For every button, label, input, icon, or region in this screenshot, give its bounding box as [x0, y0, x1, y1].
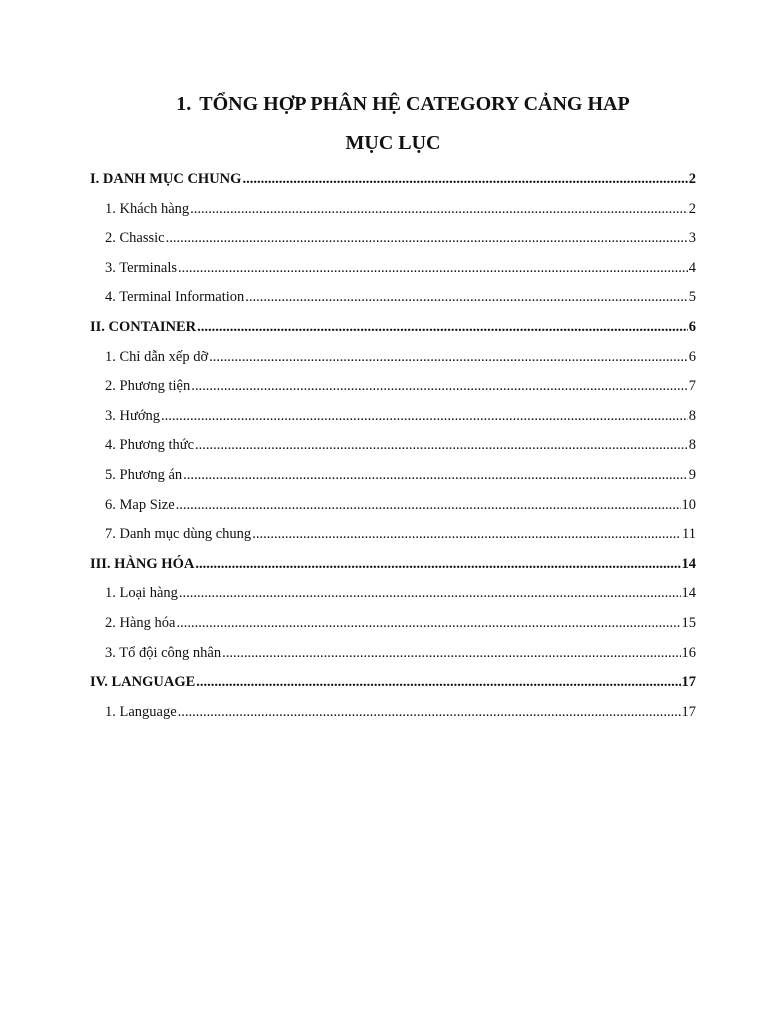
document-title — [0, 91, 768, 117]
toc-entry-label: 3. Hướng — [105, 407, 160, 424]
toc-page-number: 14 — [681, 585, 696, 602]
toc-page-number: 7 — [688, 378, 696, 395]
toc-sub-entry[interactable] — [90, 373, 696, 403]
toc-sub-entry[interactable] — [90, 610, 696, 640]
toc-dot-leader — [183, 462, 688, 488]
toc-entry-label: 4. Phương thức — [105, 437, 195, 454]
toc-dot-leader — [222, 640, 680, 666]
toc-dot-leader — [195, 551, 680, 577]
toc-page-number: 16 — [681, 644, 696, 661]
toc-page-number: 2 — [688, 171, 696, 187]
toc-dot-leader — [252, 521, 681, 547]
toc-dot-leader — [161, 403, 688, 429]
toc-page-number: 2 — [688, 200, 696, 217]
toc-sub-entry[interactable] — [90, 225, 696, 255]
toc-section-entry[interactable] — [90, 314, 696, 344]
toc-dot-leader — [242, 166, 687, 192]
toc-page-number: 6 — [688, 318, 696, 335]
toc-sub-entry[interactable] — [90, 403, 696, 433]
toc-entry-label: 3. Tổ đội công nhân — [105, 644, 222, 661]
toc-page-number: 11 — [682, 526, 696, 543]
toc-page-number: 8 — [688, 437, 696, 454]
toc-page-number: 10 — [681, 496, 696, 513]
toc-page-number: 9 — [688, 466, 696, 483]
document-title-number: 1. — [176, 93, 192, 115]
toc-page-number: 15 — [681, 614, 696, 631]
toc-section-entry[interactable] — [90, 669, 696, 699]
toc-entry-label: 1. Chỉ dẫn xếp dỡ — [105, 348, 209, 365]
toc-entry-label: III. HÀNG HÓA — [90, 555, 195, 572]
toc-sub-entry[interactable] — [90, 432, 696, 462]
document-title-text: TỔNG HỢP PHÂN HỆ CATEGORY CẢNG HAP — [199, 93, 630, 115]
toc-section-entry[interactable] — [90, 166, 696, 196]
toc-page-number: 5 — [688, 289, 696, 306]
toc-sub-entry[interactable] — [90, 580, 696, 610]
toc-sub-entry[interactable] — [90, 640, 696, 670]
toc-section-entry[interactable] — [90, 551, 696, 581]
toc-entry-label: IV. LANGUAGE — [90, 674, 196, 691]
toc-dot-leader — [209, 344, 688, 370]
toc-dot-leader — [166, 225, 688, 251]
toc-dot-leader — [245, 284, 687, 310]
toc-dot-leader — [190, 196, 688, 222]
toc-dot-leader — [179, 580, 681, 606]
toc-entry-label: 2. Hàng hóa — [105, 614, 176, 631]
toc-entry-label: 4. Terminal Information — [105, 289, 245, 306]
toc-entry-label: 3. Terminals — [105, 259, 178, 276]
toc-dot-leader — [197, 314, 688, 340]
toc-page-number: 17 — [681, 674, 696, 691]
toc-page-number: 14 — [681, 555, 696, 572]
toc-sub-entry[interactable] — [90, 196, 696, 226]
toc-entry-label: 1. Language — [105, 703, 177, 720]
toc-dot-leader — [196, 669, 680, 695]
toc-dot-leader — [176, 492, 681, 518]
toc-dot-leader — [195, 432, 688, 458]
toc-entry-label: 1. Khách hàng — [105, 200, 190, 217]
toc-entry-label: II. CONTAINER — [90, 318, 197, 335]
toc-dot-leader — [176, 610, 680, 636]
toc-page-number: 8 — [688, 407, 696, 424]
toc-heading: MỤC LỤC — [345, 132, 441, 154]
toc-page-number: 3 — [688, 230, 696, 247]
toc-page-number: 6 — [688, 348, 696, 365]
toc-sub-entry[interactable] — [90, 492, 696, 522]
toc-sub-entry[interactable] — [90, 284, 696, 314]
toc-sub-entry[interactable] — [90, 699, 696, 729]
toc-entry-label: 2. Phương tiện — [105, 378, 191, 395]
table-of-contents — [90, 166, 696, 728]
toc-page-number: 17 — [681, 703, 696, 720]
toc-sub-entry[interactable] — [90, 255, 696, 285]
toc-dot-leader — [178, 255, 688, 281]
toc-page-number: 4 — [688, 259, 696, 276]
toc-dot-leader — [191, 373, 688, 399]
toc-entry-label: 1. Loại hàng — [105, 585, 178, 602]
toc-sub-entry[interactable] — [90, 462, 696, 492]
toc-entry-label: 6. Map Size — [105, 496, 175, 513]
toc-dot-leader — [178, 699, 681, 725]
toc-entry-label: I. DANH MỤC CHUNG — [90, 171, 242, 187]
toc-entry-label: 7. Danh mục dùng chung — [105, 526, 252, 543]
toc-entry-label: 5. Phương án — [105, 466, 183, 483]
toc-sub-entry[interactable] — [90, 521, 696, 551]
toc-entry-label: 2. Chassic — [105, 230, 165, 247]
toc-sub-entry[interactable] — [90, 344, 696, 374]
